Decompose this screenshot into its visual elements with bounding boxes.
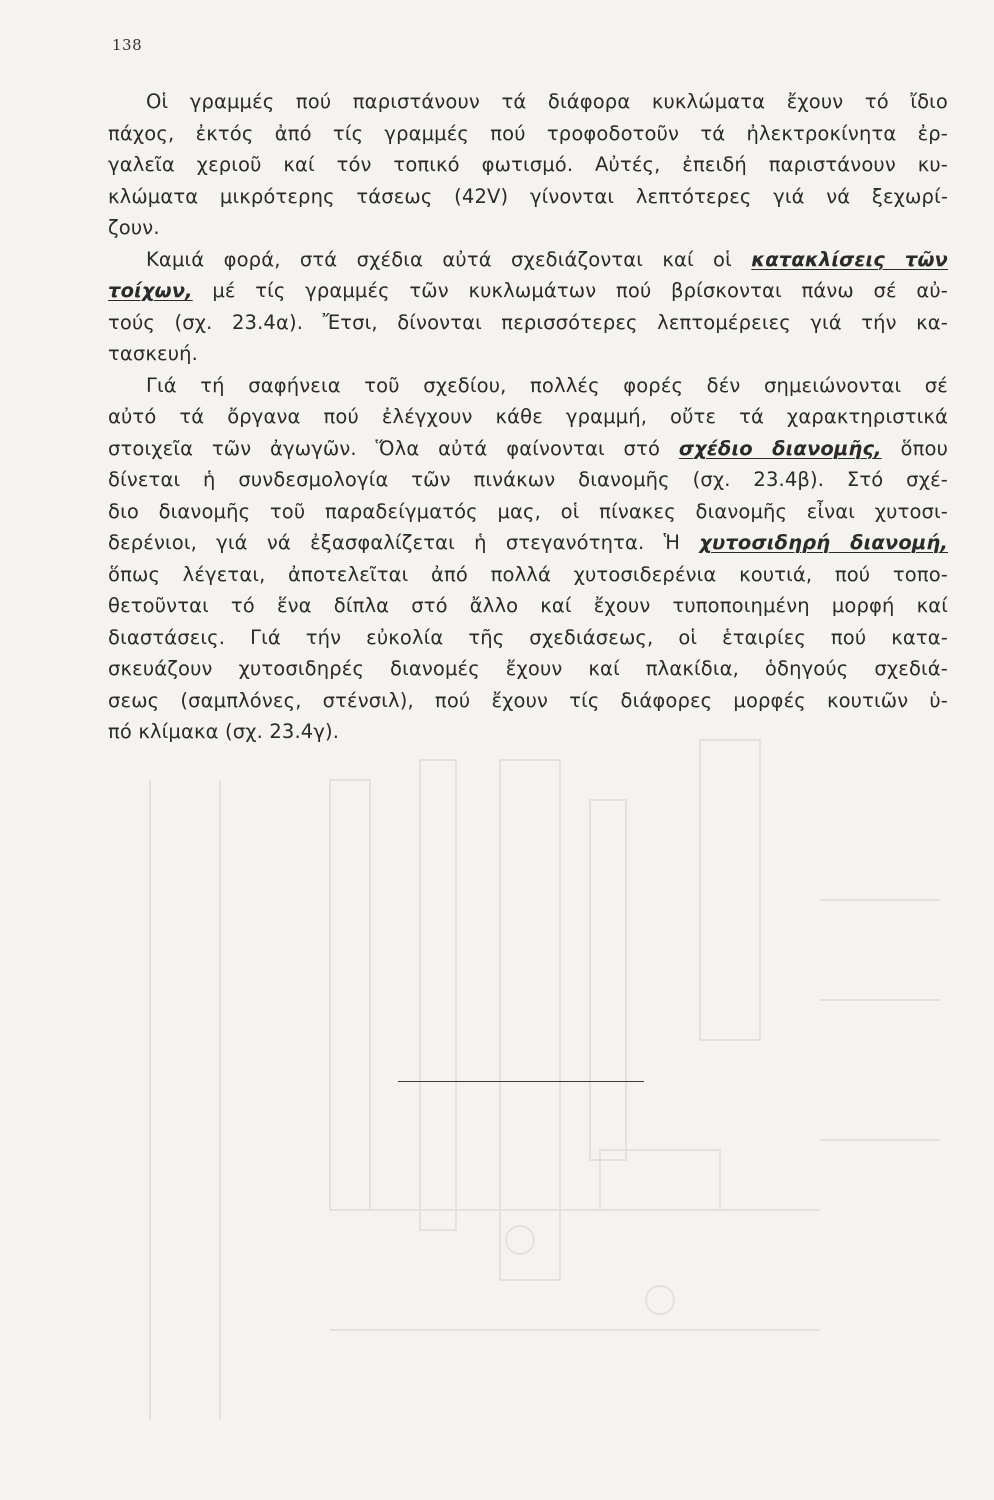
term-cast-iron-distribution: χυτοσιδηρή διανομή,	[699, 531, 948, 554]
body-text	[108, 86, 948, 748]
paragraph-3-text: στοιχεῖα τῶν ἀγωγῶν. Ὅλα αὐτά φαίνονται στό	[108, 436, 679, 460]
term-wall-sections-continued: τοίχων,	[108, 279, 193, 302]
paragraph-3-line: δίνεται ἡ συνδεσμολογία τῶν πινάκων διανομῆς (σχ. 23.4β). Στό σχέ-	[108, 468, 948, 491]
section-end-rule	[398, 1081, 644, 1082]
paragraph-2-line: τούς (σχ. 23.4α). Ἔτσι, δίνονται περισσότερες λεπτομέρειες γιά τήν κα-	[108, 310, 948, 334]
paragraph-1-line: ζουν.	[108, 216, 160, 239]
paragraph-2-text: μέ τίς γραμμές τῶν κυκλωμάτων πού βρίσκονται πάνω σέ αὐ-	[192, 279, 948, 302]
paragraph-3-text: ὅπου	[881, 436, 948, 460]
paragraph-3-line: διο διανομῆς τοῦ παραδείγματός μας, οἱ πίνακες διανομῆς εἶναι χυτοσι-	[108, 499, 948, 523]
paragraph-2-text: Καμιά φορά, στά σχέδια αὐτά σχεδιάζονται καί οἱ	[146, 247, 752, 271]
paragraph-3-line: ὅπως λέγεται, ἀποτελεῖται ἀπό πολλά χυτοσιδερένια κουτιά, πού τοπο-	[108, 562, 948, 586]
term-distribution-drawing: σχέδιο διανομῆς,	[678, 436, 882, 460]
paragraph-3-line: διαστάσεις. Γιά τήν εὐκολία τῆς σχεδιάσεως, οἱ ἑταιρίες πού κατα-	[108, 625, 948, 649]
paragraph-3-line: πό κλίμακα (σχ. 23.4γ).	[108, 720, 340, 743]
paragraph-1-line: κλώματα μικρότερης τάσεως (42V) γίνονται λεπτότερες γιά νά ξεχωρί-	[108, 184, 948, 208]
paragraph-3-line: θετοῦνται τό ἕνα δίπλα στό ἄλλο καί ἔχουν τυποποιημένη μορφή καί	[108, 594, 948, 617]
paragraph-1-line: πάχος, ἐκτός ἀπό τίς γραμμές πού τροφοδοτοῦν τά ἠλεκτροκίνητα ἐρ-	[108, 121, 948, 145]
paragraph-3-line: σεως (σαμπλόνες, στένσιλ), πού ἔχουν τίς διάφορες μορφές κουτιῶν ὑ-	[108, 688, 948, 712]
paragraph-3-text: δερένιοι, γιά νά ἐξασφαλίζεται ἡ στεγανότητα. Ἡ	[108, 531, 700, 554]
paragraph-1-line: Οἱ γραμμές πού παριστάνουν τά διάφορα κυκλώματα ἔχουν τό ἴδιο	[146, 90, 948, 113]
paragraph-3-line: αὐτό τά ὄργανα πού ἐλέγχουν κάθε γραμμή, οὔτε τά χαρακτηριστικά	[108, 405, 948, 428]
page-number: 138	[112, 36, 143, 54]
paragraph-3-line	[108, 527, 948, 559]
paragraph-3-line: Γιά τή σαφήνεια τοῦ σχεδίου, πολλές φορές δέν σημειώνονται σέ	[146, 373, 948, 397]
paragraph-3-line: σκευάζουν χυτοσιδηρές διανομές ἔχουν καί πλακίδια, ὁδηγούς σχεδιά-	[108, 657, 948, 680]
term-wall-sections: κατακλίσεις τῶν	[751, 247, 948, 271]
paragraph-2-line	[108, 244, 948, 276]
paragraph-1-line: γαλεῖα χεριοῦ καί τόν τοπικό φωτισμό. Αὐτές, ἐπειδή παριστάνουν κυ-	[108, 153, 948, 176]
paragraph-3-line	[108, 433, 948, 465]
paragraph-2-line: τασκευή.	[108, 342, 199, 365]
paragraph-2-line	[108, 275, 948, 307]
